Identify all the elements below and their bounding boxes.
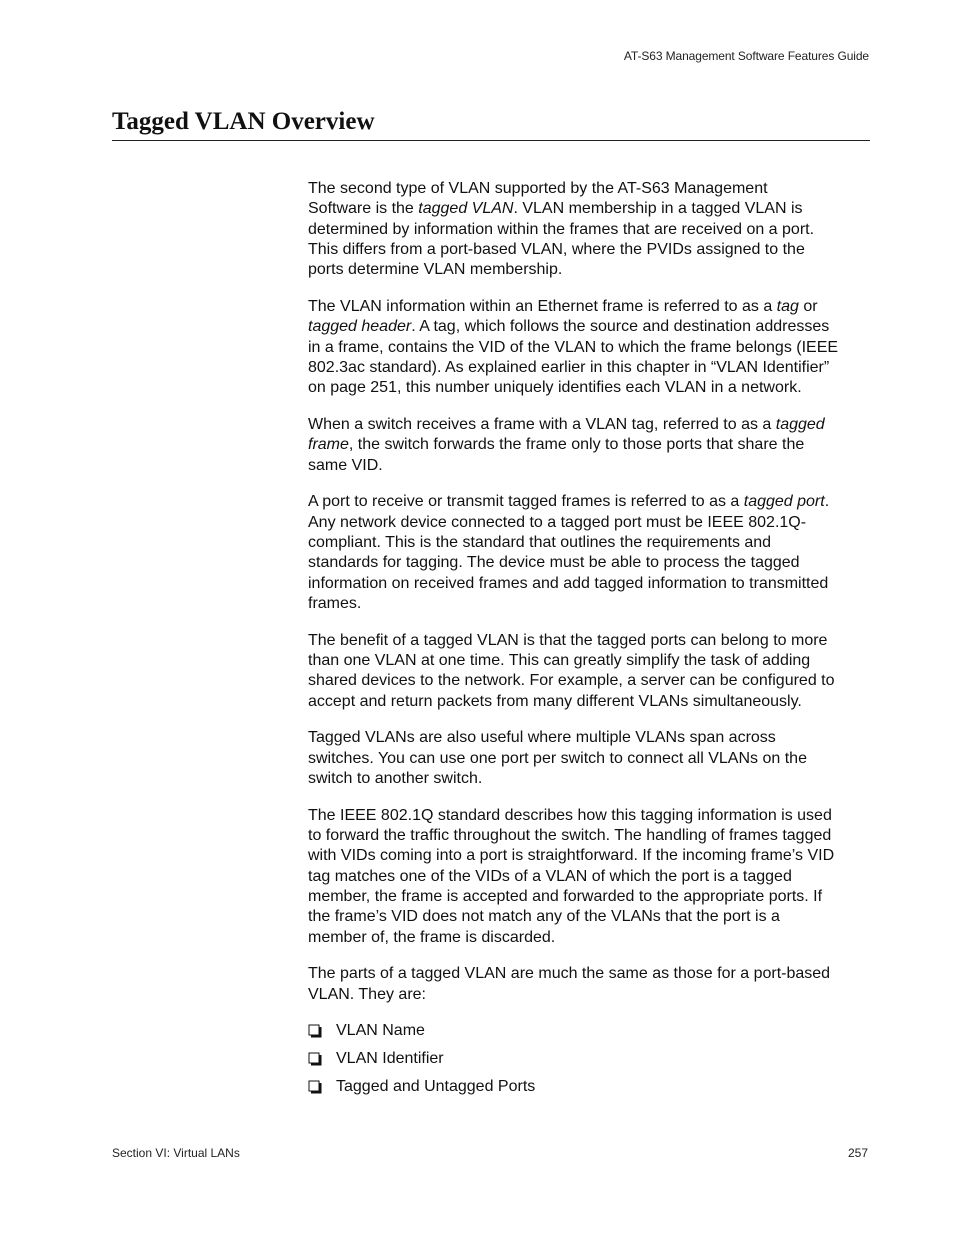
bullet-item xyxy=(308,1049,878,1077)
text-line xyxy=(308,317,878,337)
text-run: Any network device connected to a tagged port must be IEEE 802.1Q- xyxy=(308,513,807,531)
italic-term: tagged header xyxy=(308,318,412,336)
text-run: information on received frames and add tagged information to transmitted xyxy=(308,574,829,592)
text-run: ports determine VLAN membership. xyxy=(308,261,563,279)
text-line xyxy=(308,887,878,907)
text-run: in a frame, contains the VID of the VLAN to which the frame belongs (IEEE xyxy=(308,338,839,356)
paragraph xyxy=(308,964,878,1005)
text-run: VLAN. They are: xyxy=(308,985,426,1003)
text-line xyxy=(308,240,878,260)
text-run: The VLAN information within an Ethernet frame is referred to as a xyxy=(308,297,777,315)
paragraph xyxy=(308,492,878,614)
bullet-label: VLAN Name xyxy=(336,1022,425,1040)
section-title: Tagged VLAN Overview xyxy=(112,108,375,135)
text-line xyxy=(308,260,878,280)
text-run: , the switch forwards the frame only to those ports that share the xyxy=(348,436,805,454)
paragraph xyxy=(308,806,878,948)
text-run: on page 251, this number uniquely identifies each VLAN in a network. xyxy=(308,379,802,397)
text-run: The benefit of a tagged VLAN is that the tagged ports can belong to more xyxy=(308,631,828,649)
bullet-label: VLAN Identifier xyxy=(336,1050,444,1068)
text-run: switches. You can use one port per switch to connect all VLANs on the xyxy=(308,749,807,767)
text-run: standards for tagging. The device must be able to process the tagged xyxy=(308,554,800,572)
text-line xyxy=(308,297,878,317)
text-line xyxy=(308,964,878,984)
text-run: The IEEE 802.1Q standard describes how this tagging information is used xyxy=(308,806,832,824)
text-run: . xyxy=(824,493,830,511)
paragraph xyxy=(308,631,878,712)
footer-section: Section VI: Virtual LANs xyxy=(112,1146,240,1160)
paragraph-list xyxy=(308,179,878,1005)
text-line xyxy=(308,806,878,826)
paragraph xyxy=(308,179,878,280)
paragraph xyxy=(308,297,878,398)
text-line xyxy=(308,826,878,846)
bullet-label: Tagged and Untagged Ports xyxy=(336,1078,536,1096)
italic-term: tagged xyxy=(775,415,825,433)
text-run: . VLAN membership in a tagged VLAN is xyxy=(513,200,803,218)
text-line xyxy=(308,692,878,712)
text-line xyxy=(308,594,878,614)
text-run: . A tag, which follows the source and destination addresses xyxy=(411,318,830,336)
paragraph xyxy=(308,415,878,476)
text-run: 802.3ac standard). As explained earlier in this chapter in “VLAN Identifier” xyxy=(308,358,830,376)
italic-term: tagged port xyxy=(743,493,825,511)
page-number: 257 xyxy=(847,1146,868,1160)
text-line xyxy=(308,985,878,1005)
text-run: shared devices to the network. For example, a server can be configured to xyxy=(308,672,835,690)
body-text xyxy=(308,179,878,1105)
text-line xyxy=(308,338,878,358)
text-line xyxy=(308,553,878,573)
text-line xyxy=(308,435,878,455)
bullet-list xyxy=(308,1021,878,1105)
text-line xyxy=(308,220,878,240)
running-header: AT-S63 Management Software Features Guide xyxy=(623,49,869,63)
text-run: the frame’s VID does not match any of the VLANs that the port is a xyxy=(308,908,780,926)
text-run: member of, the frame is discarded. xyxy=(308,928,556,946)
italic-term: tag xyxy=(776,297,799,315)
text-run: determined by information within the frames that are received on a port. xyxy=(308,220,815,238)
italic-term: tagged VLAN xyxy=(418,200,514,218)
text-line xyxy=(308,867,878,887)
text-line xyxy=(308,728,878,748)
text-line xyxy=(308,651,878,671)
title-divider xyxy=(112,140,870,141)
text-line xyxy=(308,179,878,199)
text-run: A port to receive or transmit tagged frames is referred to as a xyxy=(308,493,744,511)
text-run: or xyxy=(798,297,818,315)
text-run: Software is the xyxy=(308,200,419,218)
text-run: with VIDs coming into a port is straightforward. If the incoming frame’s VID xyxy=(308,847,835,865)
text-run: than one VLAN at one time. This can greatly simplify the task of adding xyxy=(308,651,811,669)
text-line xyxy=(308,769,878,789)
bullet-item xyxy=(308,1077,878,1105)
text-run: switch to another switch. xyxy=(308,769,483,787)
checkbox-bullet-icon xyxy=(308,1052,322,1066)
bullet-item xyxy=(308,1021,878,1049)
text-run: accept and return packets from many different VLANs simultaneously. xyxy=(308,692,802,710)
text-run: compliant. This is the standard that outlines the requirements and xyxy=(308,533,772,551)
text-run: The parts of a tagged VLAN are much the same as those for a port-based xyxy=(308,965,831,983)
text-line xyxy=(308,199,878,219)
text-run: This differs from a port-based VLAN, where the PVIDs assigned to the xyxy=(308,240,805,258)
paragraph xyxy=(308,728,878,789)
text-line xyxy=(308,749,878,769)
text-run: When a switch receives a frame with a VLAN tag, referred to as a xyxy=(308,415,776,433)
checkbox-bullet-icon xyxy=(308,1080,322,1094)
text-run: frames. xyxy=(308,594,362,612)
text-run: Tagged VLANs are also useful where multiple VLANs span across xyxy=(308,729,776,747)
text-run: tag matches one of the VIDs of a VLAN of which the port is a tagged xyxy=(308,867,792,885)
text-line xyxy=(308,928,878,948)
text-line xyxy=(308,456,878,476)
text-line xyxy=(308,533,878,553)
text-line xyxy=(308,574,878,594)
text-line xyxy=(308,671,878,691)
text-run: same VID. xyxy=(308,456,383,474)
text-line xyxy=(308,631,878,651)
text-run: to forward the traffic throughout the switch. The handling of frames tagged xyxy=(308,827,832,845)
text-line xyxy=(308,513,878,533)
text-run: member, the frame is accepted and forwarded to the appropriate ports. If xyxy=(308,887,823,905)
text-line xyxy=(308,492,878,512)
text-line xyxy=(308,378,878,398)
checkbox-bullet-icon xyxy=(308,1024,322,1038)
text-line xyxy=(308,415,878,435)
text-line xyxy=(308,846,878,866)
text-line xyxy=(308,358,878,378)
text-run: The second type of VLAN supported by the AT-S63 Management xyxy=(308,180,768,197)
italic-term: frame xyxy=(308,436,349,454)
text-line xyxy=(308,907,878,927)
